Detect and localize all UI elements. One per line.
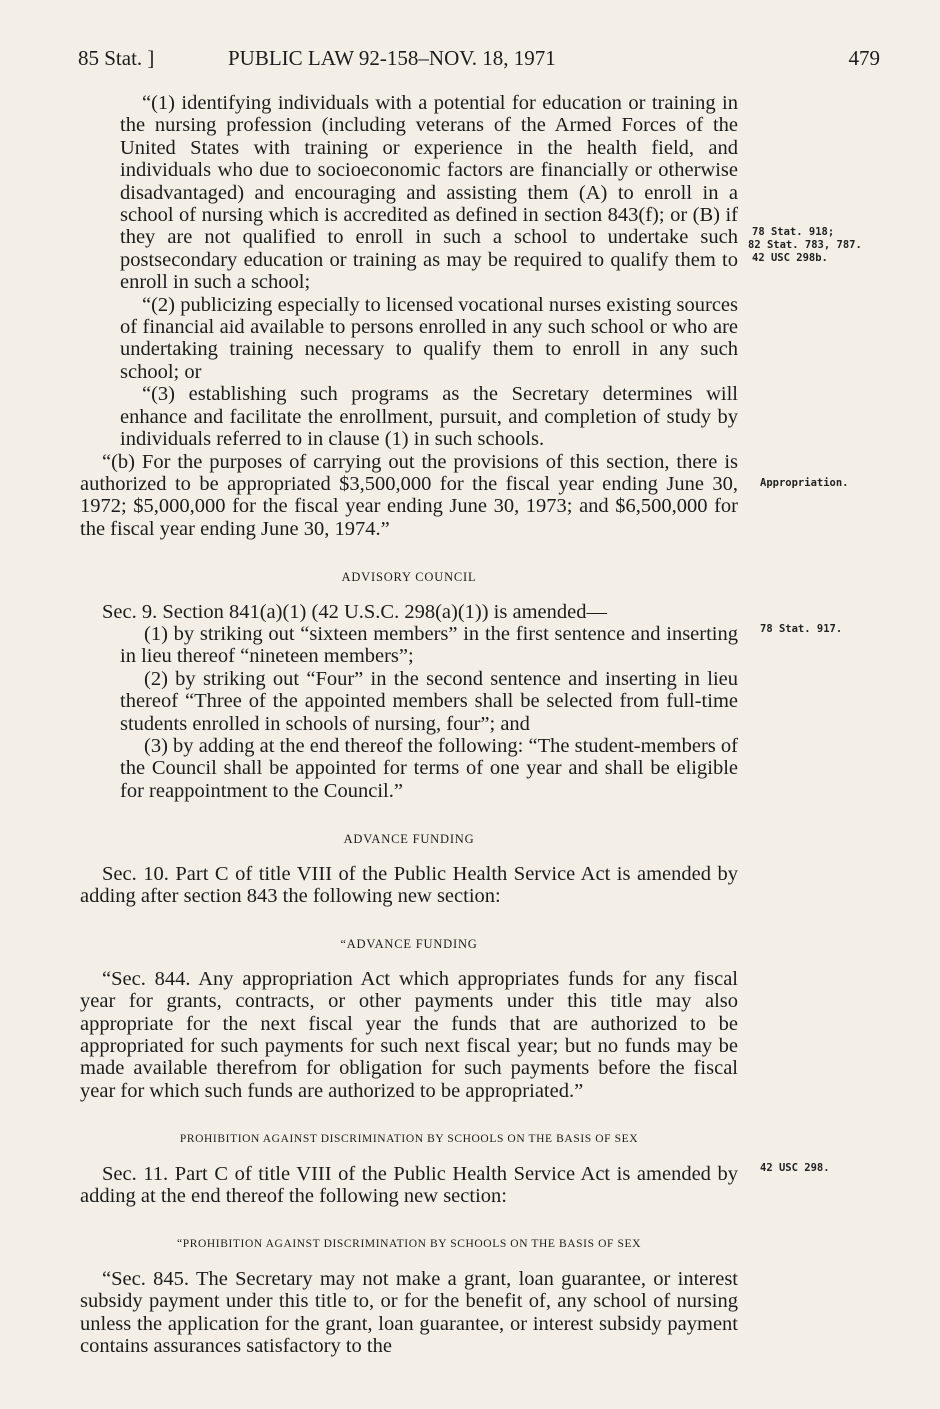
clause-1: “(1) identifying individuals with a potential for education or training in the nursing profession (including veterans of the Armed Forces of the United States with training or experience in the health field, and individuals who due to socioeconomic factors are financially or otherwise disadvantaged) and encouraging and assisting them (A) to enroll in a school of nursing which is accredited as defined in section 843(f); or (B) if they are not qualified to enroll in such a school to undertake such postsecondary education or training as may be required to qualify them to enroll in such a school; <box>120 92 738 294</box>
margin-note-stat-917: 78 Stat. 917. <box>760 623 843 635</box>
margin-note-line: 42 USC 298b. <box>752 252 828 264</box>
heading-prohibition: PROHIBITION AGAINST DISCRIMINATION BY SCHOOLS ON THE BASIS OF SEX <box>179 1133 639 1146</box>
subheading-prohibition: “PROHIBITION AGAINST DISCRIMINATION BY SCHOOLS ON THE BASIS OF SEX <box>177 1238 641 1251</box>
sec10-intro: Sec. 10. Part C of title VIII of the Public Health Service Act is amended by adding after section 843 the following new section: <box>80 862 738 907</box>
sec844-text: “Sec. 844. Any appropriation Act which appropriates funds for any fiscal year for grants, contracts, or other payments under this title may also appropriate for the next fiscal year the funds that are authorized to be appropriated for such payments for such next fiscal year; but no funds may be made available therefrom for obligation for such payments before the fiscal year for which such funds are authorized to be appropriated.” <box>80 967 738 1102</box>
subsection-b: “(b) For the purposes of carrying out the provisions of this section, there is authorized to be appropriated $3,500,000 for the fiscal year ending June 30, 1972; $5,000,000 for the fiscal year ending June 30, 1973; and $6,500,000 for the fiscal year ending June 30, 1974.” <box>80 450 738 540</box>
body-text <box>80 92 738 1358</box>
margin-note-42usc298: 42 USC 298. <box>760 1162 830 1174</box>
margin-note-line: 82 Stat. 783, 787. <box>748 239 862 251</box>
margin-note-appropriation: Appropriation. <box>760 477 849 489</box>
sec9-item-2: (2) by striking out “Four” in the second sentence and inserting in lieu thereof “Three of the appointed members shall be selected from full-time students enrolled in schools of nursing, four”; and <box>120 667 738 735</box>
heading-advance-funding: ADVANCE FUNDING <box>343 832 475 847</box>
header-volume: 85 Stat. ] <box>78 46 155 70</box>
sec845-text: “Sec. 845. The Secretary may not make a grant, loan guarantee, or interest subsidy payment under this title to, or for the benefit of, any school of nursing unless the application for the grant, loan guarantee, or interest subsidy payment contains assurances satisfactory to the <box>80 1267 738 1358</box>
clause-3: “(3) establishing such programs as the Secretary determines will enhance and facilitate the enrollment, pursuit, and completion of study by individuals referred to in clause (1) in such schools. <box>120 383 738 451</box>
clause-2: “(2) publicizing especially to licensed vocational nurses existing sources of financial aid available to persons enrolled in any such school or who are undertaking training necessary to qualify them to enroll in any such school; or <box>120 293 738 383</box>
margin-note-line: 78 Stat. 918; <box>752 226 835 238</box>
heading-advisory-council: ADVISORY COUNCIL <box>341 570 477 585</box>
sec9-item-1: (1) by striking out “sixteen members” in the first sentence and inserting in lieu thereof “nineteen members”; <box>120 622 738 668</box>
page-number: 479 <box>848 46 880 70</box>
sec9-intro: Sec. 9. Section 841(a)(1) (42 U.S.C. 298(a)(1)) is amended— <box>102 600 607 623</box>
page-header <box>78 46 880 76</box>
header-title: PUBLIC LAW 92-158–NOV. 18, 1971 <box>228 46 556 70</box>
subheading-advance-funding: “ADVANCE FUNDING <box>340 937 478 952</box>
sec9-item-3: (3) by adding at the end thereof the following: “The student-members of the Council shall be appointed for terms of one year and shall be eligible for reappointment to the Council.” <box>120 734 738 802</box>
sec11-intro: Sec. 11. Part C of title VIII of the Public Health Service Act is amended by adding at the end thereof the following new section: <box>80 1162 738 1208</box>
margin-note-stat-918 <box>748 226 862 265</box>
